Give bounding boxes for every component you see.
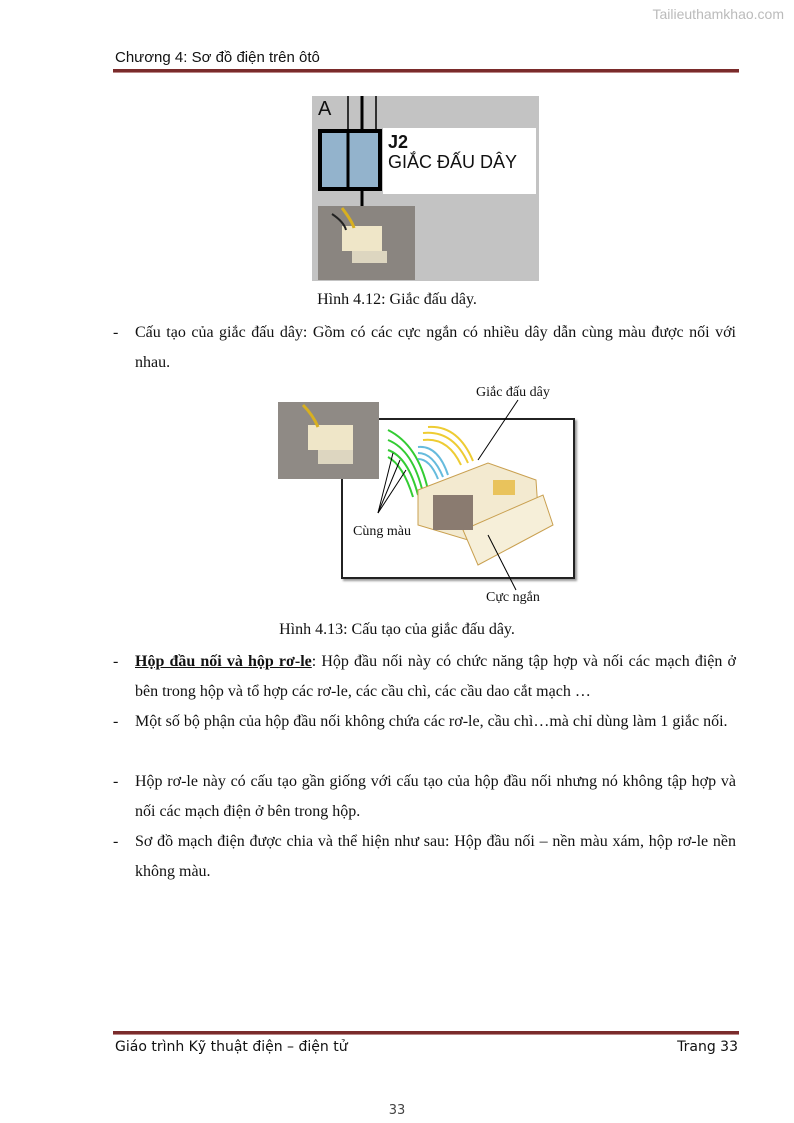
connector-code: J2 — [388, 132, 409, 152]
footer-rule — [113, 1031, 739, 1035]
watermark: Tailieuthamkhao.com — [652, 6, 784, 22]
bullet-paragraph: - Hộp đầu nối và hộp rơ-le: Hộp đầu nối này có chức năng tập hợp và nối các mạch điện ở bên trong hộp và tổ hợp các rơ-le, các cầu chì, các cầu dao cắt mạch … — [113, 653, 736, 700]
figure2-caption: Hình 4.13: Cấu tạo của giắc đấu dây. — [279, 621, 515, 638]
page-number: 33 — [388, 1103, 406, 1118]
bullet-paragraph: - Hộp rơ-le này có cấu tạo gần giống với cấu tạo của hộp đầu nối nhưng nó không tập hợp và nối các mạch điện ở bên trong hộp. — [113, 773, 736, 820]
label-connector: Giắc đấu dây — [476, 385, 550, 400]
bullet-paragraph: - Cấu tạo của giắc đấu dây: Gồm có các cực ngắn có nhiều dây dẫn cùng màu được nối với nhau. — [113, 324, 736, 371]
figure1-caption: Hình 4.12: Giắc đấu dây. — [317, 291, 477, 308]
label-a: A — [318, 98, 332, 120]
chapter-header: Chương 4: Sơ đồ điện trên ôtô — [115, 49, 320, 66]
figure-connector-symbol — [312, 96, 539, 281]
label-short-terminal: Cực ngắn — [486, 590, 540, 605]
figure-connector-structure — [278, 385, 578, 610]
footer-title: Giáo trình Kỹ thuật điện – điện tử — [115, 1039, 348, 1055]
header-rule — [113, 69, 739, 73]
bullet-paragraph: - Một số bộ phận của hộp đầu nối không chứa các rơ-le, cầu chì…mà chỉ dùng làm 1 giắc nối. — [113, 713, 728, 730]
label-same-color: Cùng màu — [353, 524, 411, 539]
connector-name: GIẮC ĐẤU DÂY — [388, 152, 518, 172]
footer-page: Trang 33 — [677, 1039, 738, 1055]
bullet-paragraph: - Sơ đồ mạch điện được chia và thể hiện như sau: Hộp đầu nối – nền màu xám, hộp rơ-le nền không màu. — [113, 833, 736, 880]
